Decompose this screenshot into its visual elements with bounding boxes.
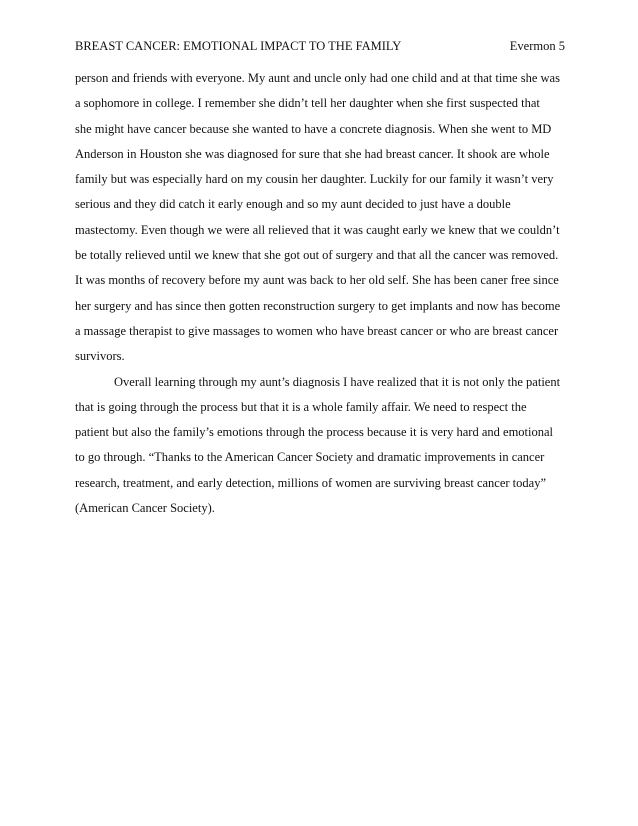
text-line: patient but also the family’s emotions through the process because it is very hard and emotional — [75, 425, 554, 440]
author-page-number: Evermon 5 — [509, 39, 565, 53]
text-line: be totally relieved until we knew that she got out of surgery and that all the cancer was removed. — [75, 248, 559, 263]
text-line: survivors. — [75, 349, 125, 364]
running-title: BREAST CANCER: EMOTIONAL IMPACT TO THE FAMILY — [75, 39, 402, 53]
text-line: research, treatment, and early detection, millions of women are surviving breast cancer today” — [75, 475, 546, 490]
text-line: a massage therapist to give massages to women who have breast cancer or who are breast cancer — [75, 323, 559, 338]
text-line: mastectomy. Even though we were all relieved that it was caught early we knew that we couldn’t — [75, 222, 560, 237]
paragraph-start-line: Overall learning through my aunt’s diagnosis I have realized that it is not only the patient — [114, 374, 561, 389]
text-line: a sophomore in college. I remember she didn’t tell her daughter when she first suspected that — [75, 96, 540, 111]
text-line: she might have cancer because she wanted to have a concrete diagnosis. When she went to MD — [75, 121, 552, 136]
text-line: person and friends with everyone. My aunt and uncle only had one child and at that time she was — [75, 71, 560, 85]
text-line: It was months of recovery before my aunt was back to her old self. She has been caner free since — [75, 273, 559, 288]
running-head — [75, 36, 565, 56]
text-line: serious and they did catch it early enough and so my aunt decided to just have a double — [75, 197, 511, 212]
text-line: family but was especially hard on my cousin her daughter. Luckily for our family it wasn’t very — [75, 172, 554, 187]
body-text — [75, 66, 567, 521]
text-line: Anderson in Houston she was diagnosed for sure that she had breast cancer. It shook are whole — [75, 146, 550, 161]
text-line: (American Cancer Society). — [75, 501, 215, 516]
text-line: that is going through the process but that it is a whole family affair. We need to respect the — [75, 399, 527, 414]
text-line: her surgery and has since then gotten reconstruction surgery to get implants and now has become — [75, 298, 561, 313]
text-line: to go through. “Thanks to the American Cancer Society and dramatic improvements in cancer — [75, 450, 545, 465]
